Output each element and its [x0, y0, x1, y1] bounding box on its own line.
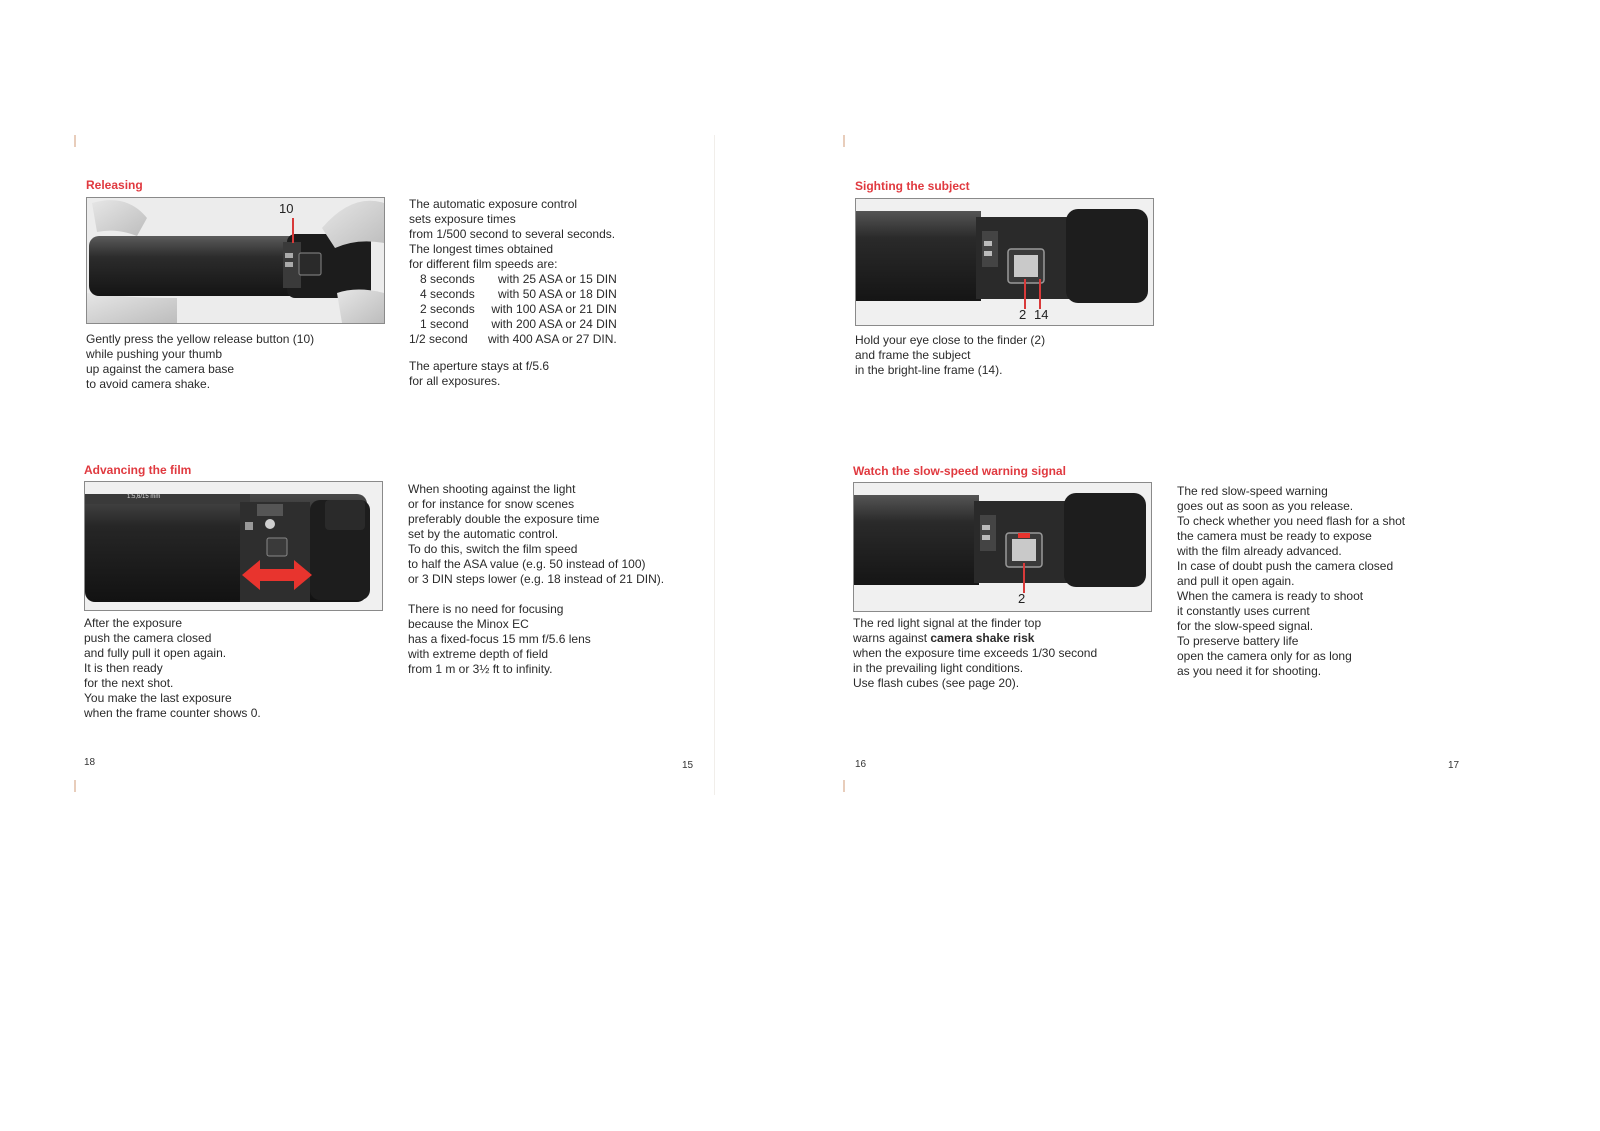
text-line: sets exposure times — [409, 212, 516, 226]
sighting-heading: Sighting the subject — [855, 179, 970, 193]
slow-speed-text — [1177, 484, 1405, 679]
text-line: the camera must be ready to expose — [1177, 529, 1372, 543]
caption-line: push the camera closed — [84, 631, 212, 645]
caption-line: The red light signal at the finder top — [853, 616, 1042, 630]
against-light-text — [408, 482, 664, 587]
advancing-photo — [84, 481, 383, 611]
aperture-text — [409, 359, 549, 389]
text-line: When shooting against the light — [408, 482, 576, 496]
text-line: The longest times obtained — [409, 242, 554, 256]
callout-line — [292, 218, 294, 243]
text-line: from 1 m or 3½ ft to infinity. — [408, 662, 553, 676]
text-line: The aperture stays at f/5.6 — [409, 359, 550, 373]
text-line: with extreme depth of field — [408, 647, 549, 661]
releasing-caption — [86, 332, 314, 392]
caption-line: when the exposure time exceeds 1/30 second — [853, 646, 1098, 660]
caption-line: for the next shot. — [84, 676, 174, 690]
right-spread — [843, 135, 1483, 795]
text-line: for the slow-speed signal. — [1177, 619, 1314, 633]
text-line: The red slow-speed warning — [1177, 484, 1328, 498]
caption-line: and frame the subject — [855, 348, 971, 362]
page-number-15: 15 — [682, 760, 694, 771]
page-number-16: 16 — [855, 759, 867, 770]
callout-line — [1023, 563, 1025, 593]
advancing-heading: Advancing the film — [84, 463, 192, 477]
text-line: because the Minox EC — [408, 617, 529, 631]
sighting-photo — [855, 198, 1154, 326]
callout-14: 14 — [1034, 307, 1049, 322]
text-line: as you need it for shooting. — [1177, 664, 1322, 678]
caption-line: when the frame counter shows 0. — [84, 706, 261, 720]
text-line: To check whether you need flash for a shot — [1177, 514, 1406, 528]
text-line: has a fixed-focus 15 mm f/5.6 lens — [408, 632, 591, 646]
warning-caption — [853, 616, 1097, 691]
emphasis-text: camera shake risk — [930, 631, 1035, 645]
table-row: 4 seconds with 50 ASA or 18 DIN — [420, 287, 617, 301]
callout-2: 2 — [1019, 307, 1027, 322]
warning-heading: Watch the slow-speed warning signal — [853, 464, 1066, 478]
text-line: for different film speeds are: — [409, 257, 558, 271]
text-line: In case of doubt push the camera closed — [1177, 559, 1394, 573]
edge-mark — [74, 135, 76, 147]
edge-mark — [843, 135, 845, 147]
caption-line: and fully pull it open again. — [84, 646, 227, 660]
advancing-caption — [84, 616, 261, 721]
text-line: To do this, switch the film speed — [408, 542, 578, 556]
caption-line — [853, 631, 1097, 646]
caption-line: Use flash cubes (see page 20). — [853, 676, 1020, 690]
text-line: it constantly uses current — [1177, 604, 1310, 618]
page-number-17: 17 — [1448, 760, 1460, 771]
warning-photo — [853, 482, 1152, 612]
callout-2: 2 — [1018, 591, 1026, 606]
caption-line: After the exposure — [84, 616, 183, 630]
callout-line — [1024, 279, 1026, 309]
caption-line: in the prevailing light conditions. — [853, 661, 1024, 675]
double-arrow-icon — [242, 558, 312, 592]
exposure-intro — [409, 197, 615, 272]
text-line: goes out as soon as you release. — [1177, 499, 1354, 513]
edge-mark — [843, 780, 845, 792]
caption-line: It is then ready — [84, 661, 163, 675]
caption-line: to avoid camera shake. — [86, 377, 211, 391]
caption-fragment: warns against — [853, 631, 931, 645]
text-line: open the camera only for as long — [1177, 649, 1352, 663]
text-line: The automatic exposure control — [409, 197, 578, 211]
caption-line: up against the camera base — [86, 362, 235, 376]
camera-release-illustration — [87, 198, 384, 323]
caption-line: in the bright-line frame (14). — [855, 363, 1003, 377]
caption-line: Gently press the yellow release button (10) — [86, 332, 315, 346]
callout-10: 10 — [279, 201, 294, 216]
releasing-photo — [86, 197, 385, 324]
table-row: 2 seconds with 100 ASA or 21 DIN — [420, 302, 617, 316]
page-number-18: 18 — [84, 757, 96, 768]
text-line: for all exposures. — [409, 374, 501, 388]
lens-marking: 1:5,6/15 mm — [127, 494, 161, 500]
table-row: 1/2 second with 400 ASA or 27 DIN. — [409, 332, 617, 346]
caption-line: Hold your eye close to the finder (2) — [855, 333, 1046, 347]
text-line: from 1/500 second to several seconds. — [409, 227, 616, 241]
text-line: or 3 DIN steps lower (e.g. 18 instead of 21 DIN). — [408, 572, 665, 586]
text-line: When the camera is ready to shoot — [1177, 589, 1364, 603]
text-line: and pull it open again. — [1177, 574, 1295, 588]
camera-advance-illustration — [85, 482, 382, 610]
caption-line: while pushing your thumb — [86, 347, 223, 361]
focusing-text — [408, 602, 591, 677]
table-row: 1 second with 200 ASA or 24 DIN — [420, 317, 617, 331]
camera-finder-illustration — [856, 199, 1153, 325]
left-spread — [74, 135, 715, 795]
table-row: 8 seconds with 25 ASA or 15 DIN — [420, 272, 617, 286]
camera-warning-illustration — [854, 483, 1151, 611]
caption-line: You make the last exposure — [84, 691, 232, 705]
text-line: To preserve battery life — [1177, 634, 1299, 648]
text-line: or for instance for snow scenes — [408, 497, 575, 511]
text-line: to half the ASA value (e.g. 50 instead of 100) — [408, 557, 646, 571]
text-line: There is no need for focusing — [408, 602, 564, 616]
sighting-caption — [855, 333, 1045, 378]
edge-mark — [74, 780, 76, 792]
film-speed-table — [409, 272, 617, 347]
callout-line — [1039, 279, 1041, 309]
text-line: with the film already advanced. — [1177, 544, 1342, 558]
releasing-heading: Releasing — [86, 178, 143, 192]
text-line: set by the automatic control. — [408, 527, 559, 541]
text-line: preferably double the exposure time — [408, 512, 600, 526]
